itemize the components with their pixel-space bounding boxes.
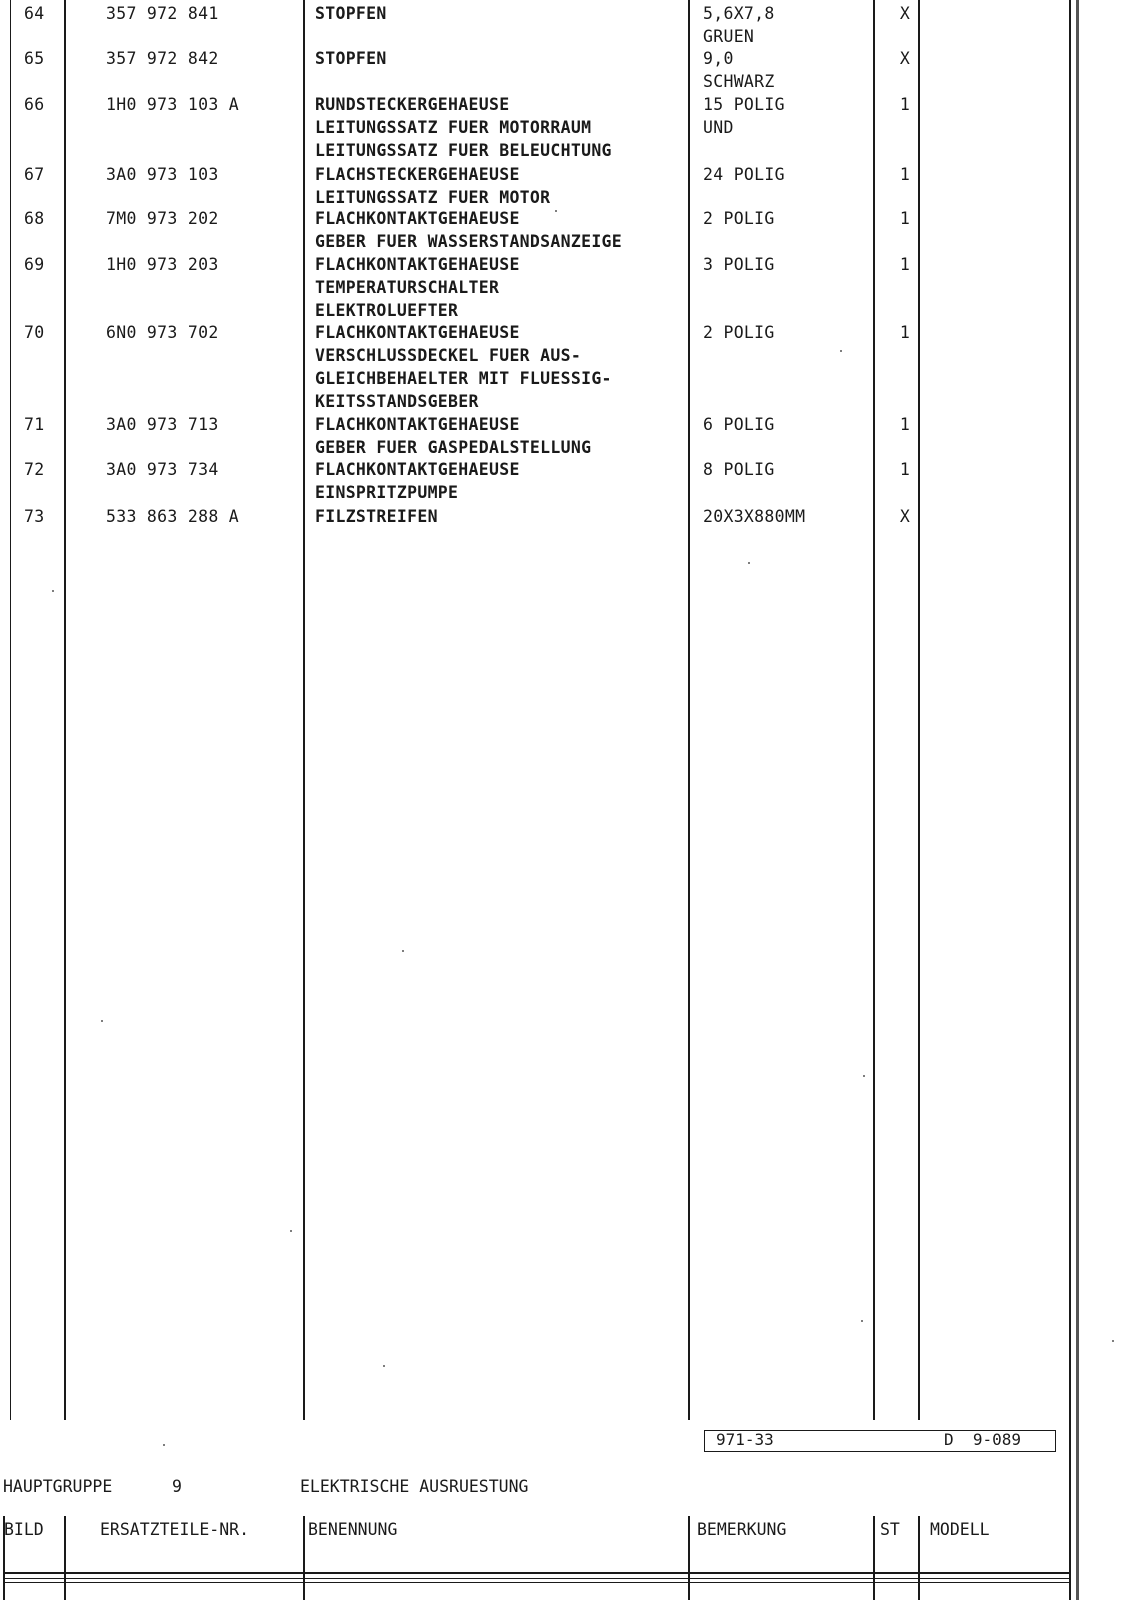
row-bemerkung-line: 5,6X7,8 xyxy=(703,4,775,23)
scan-speck xyxy=(863,1075,865,1077)
row-bild: 68 xyxy=(24,209,45,228)
rule-nr xyxy=(303,0,305,1420)
rule-benennung xyxy=(688,0,690,1420)
row-st: 1 xyxy=(899,323,911,342)
row-benennung-line: FLACHKONTAKTGEHAEUSE xyxy=(315,323,520,342)
rule-right xyxy=(1069,0,1071,1600)
scan-speck xyxy=(383,1365,385,1367)
row-part-number: 3A0 973 713 xyxy=(106,415,219,434)
header-rule-1 xyxy=(3,1572,1071,1574)
row-benennung-line: FILZSTREIFEN xyxy=(315,507,438,526)
row-benennung-line: LEITUNGSSATZ FUER MOTORRAUM xyxy=(315,118,592,137)
scan-speck xyxy=(861,1320,863,1322)
row-benennung-line: TEMPERATURSCHALTER xyxy=(315,278,500,297)
page-ref-left: 971-33 xyxy=(716,1430,774,1449)
row-benennung-line: FLACHKONTAKTGEHAEUSE xyxy=(315,415,520,434)
row-benennung-line: KEITSSTANDSGEBER xyxy=(315,392,479,411)
row-benennung-line: ELEKTROLUEFTER xyxy=(315,301,459,320)
hdr-rule-benennung xyxy=(688,1516,690,1600)
hauptgruppe-title: ELEKTRISCHE AUSRUESTUNG xyxy=(300,1477,529,1496)
scan-speck xyxy=(101,1020,103,1022)
scan-speck xyxy=(163,1444,165,1446)
row-bild: 72 xyxy=(24,460,45,479)
column-header-st: ST xyxy=(880,1520,900,1539)
row-part-number: 7M0 973 202 xyxy=(106,209,219,228)
row-bemerkung-line: 9,0 xyxy=(703,49,734,68)
row-st: X xyxy=(899,4,911,23)
rule-left xyxy=(10,0,11,1420)
row-benennung-line: GEBER FUER GASPEDALSTELLUNG xyxy=(315,438,592,457)
row-benennung-line: LEITUNGSSATZ FUER BELEUCHTUNG xyxy=(315,141,612,160)
column-header-bemerkung: BEMERKUNG xyxy=(697,1520,787,1539)
scan-speck xyxy=(402,950,404,952)
row-bild: 65 xyxy=(24,49,45,68)
row-bild: 67 xyxy=(24,165,45,184)
row-benennung-line: GLEICHBEHAELTER MIT FLUESSIG- xyxy=(315,369,612,388)
row-st: 1 xyxy=(899,95,911,114)
row-st: 1 xyxy=(899,415,911,434)
scan-speck xyxy=(52,590,54,592)
row-part-number: 1H0 973 103 A xyxy=(106,95,240,114)
row-benennung-line: GEBER FUER WASSERSTANDSANZEIGE xyxy=(315,232,623,251)
page-edge xyxy=(1076,0,1079,1600)
row-st: X xyxy=(899,507,911,526)
row-benennung-line: STOPFEN xyxy=(315,49,387,68)
row-st: 1 xyxy=(899,460,911,479)
row-bild: 66 xyxy=(24,95,45,114)
page-ref-right: D 9-089 xyxy=(944,1430,1022,1449)
row-bemerkung-line: 8 POLIG xyxy=(703,460,775,479)
column-header-nr: ERSATZTEILE-NR. xyxy=(100,1520,250,1539)
column-header-modell: MODELL xyxy=(930,1520,990,1539)
rule-bild xyxy=(64,0,66,1420)
row-part-number: 357 972 841 xyxy=(106,4,219,23)
hdr-rule-bemerkung xyxy=(873,1516,875,1600)
row-bild: 69 xyxy=(24,255,45,274)
row-part-number: 533 863 288 A xyxy=(106,507,240,526)
scan-speck xyxy=(555,210,557,212)
scan-speck xyxy=(1112,1340,1114,1342)
hdr-rule-bild xyxy=(64,1516,66,1600)
scan-speck xyxy=(840,350,842,352)
row-part-number: 357 972 842 xyxy=(106,49,219,68)
row-benennung-line: EINSPRITZPUMPE xyxy=(315,483,459,502)
header-rule-2 xyxy=(3,1578,1071,1579)
row-benennung-line: RUNDSTECKERGEHAEUSE xyxy=(315,95,510,114)
hauptgruppe-label: HAUPTGRUPPE xyxy=(3,1477,113,1496)
row-bemerkung-line: UND xyxy=(703,118,734,137)
row-benennung-line: STOPFEN xyxy=(315,4,387,23)
row-bild: 71 xyxy=(24,415,45,434)
row-benennung-line: FLACHSTECKERGEHAEUSE xyxy=(315,165,520,184)
row-bemerkung-line: 15 POLIG xyxy=(703,95,785,114)
row-st: 1 xyxy=(899,255,911,274)
header-rule-3 xyxy=(3,1582,1071,1583)
row-benennung-line: FLACHKONTAKTGEHAEUSE xyxy=(315,209,520,228)
column-header-benennung: BENENNUNG xyxy=(308,1520,398,1539)
row-bemerkung-line: 2 POLIG xyxy=(703,209,775,228)
row-bemerkung-line: GRUEN xyxy=(703,27,755,46)
row-part-number: 1H0 973 203 xyxy=(106,255,219,274)
row-st: 1 xyxy=(899,165,911,184)
row-part-number: 6N0 973 702 xyxy=(106,323,219,342)
row-st: X xyxy=(899,49,911,68)
row-benennung-line: LEITUNGSSATZ FUER MOTOR xyxy=(315,188,551,207)
row-benennung-line: VERSCHLUSSDECKEL FUER AUS- xyxy=(315,346,582,365)
row-bemerkung-line: 2 POLIG xyxy=(703,323,775,342)
hdr-rule-nr xyxy=(303,1516,305,1600)
row-bemerkung-line: 6 POLIG xyxy=(703,415,775,434)
scan-speck xyxy=(748,562,750,564)
row-bemerkung-line: SCHWARZ xyxy=(703,72,775,91)
row-part-number: 3A0 973 103 xyxy=(106,165,219,184)
row-benennung-line: FLACHKONTAKTGEHAEUSE xyxy=(315,460,520,479)
row-st: 1 xyxy=(899,209,911,228)
scan-speck xyxy=(290,1230,292,1232)
hdr-rule-st xyxy=(918,1516,920,1600)
column-header-bild: BILD xyxy=(4,1520,44,1539)
row-bild: 64 xyxy=(24,4,45,23)
row-bild: 70 xyxy=(24,323,45,342)
row-bemerkung-line: 24 POLIG xyxy=(703,165,785,184)
row-bemerkung-line: 3 POLIG xyxy=(703,255,775,274)
row-bild: 73 xyxy=(24,507,45,526)
row-benennung-line: FLACHKONTAKTGEHAEUSE xyxy=(315,255,520,274)
hauptgruppe-number: 9 xyxy=(172,1477,182,1496)
row-bemerkung-line: 20X3X880MM xyxy=(703,507,806,526)
row-part-number: 3A0 973 734 xyxy=(106,460,219,479)
